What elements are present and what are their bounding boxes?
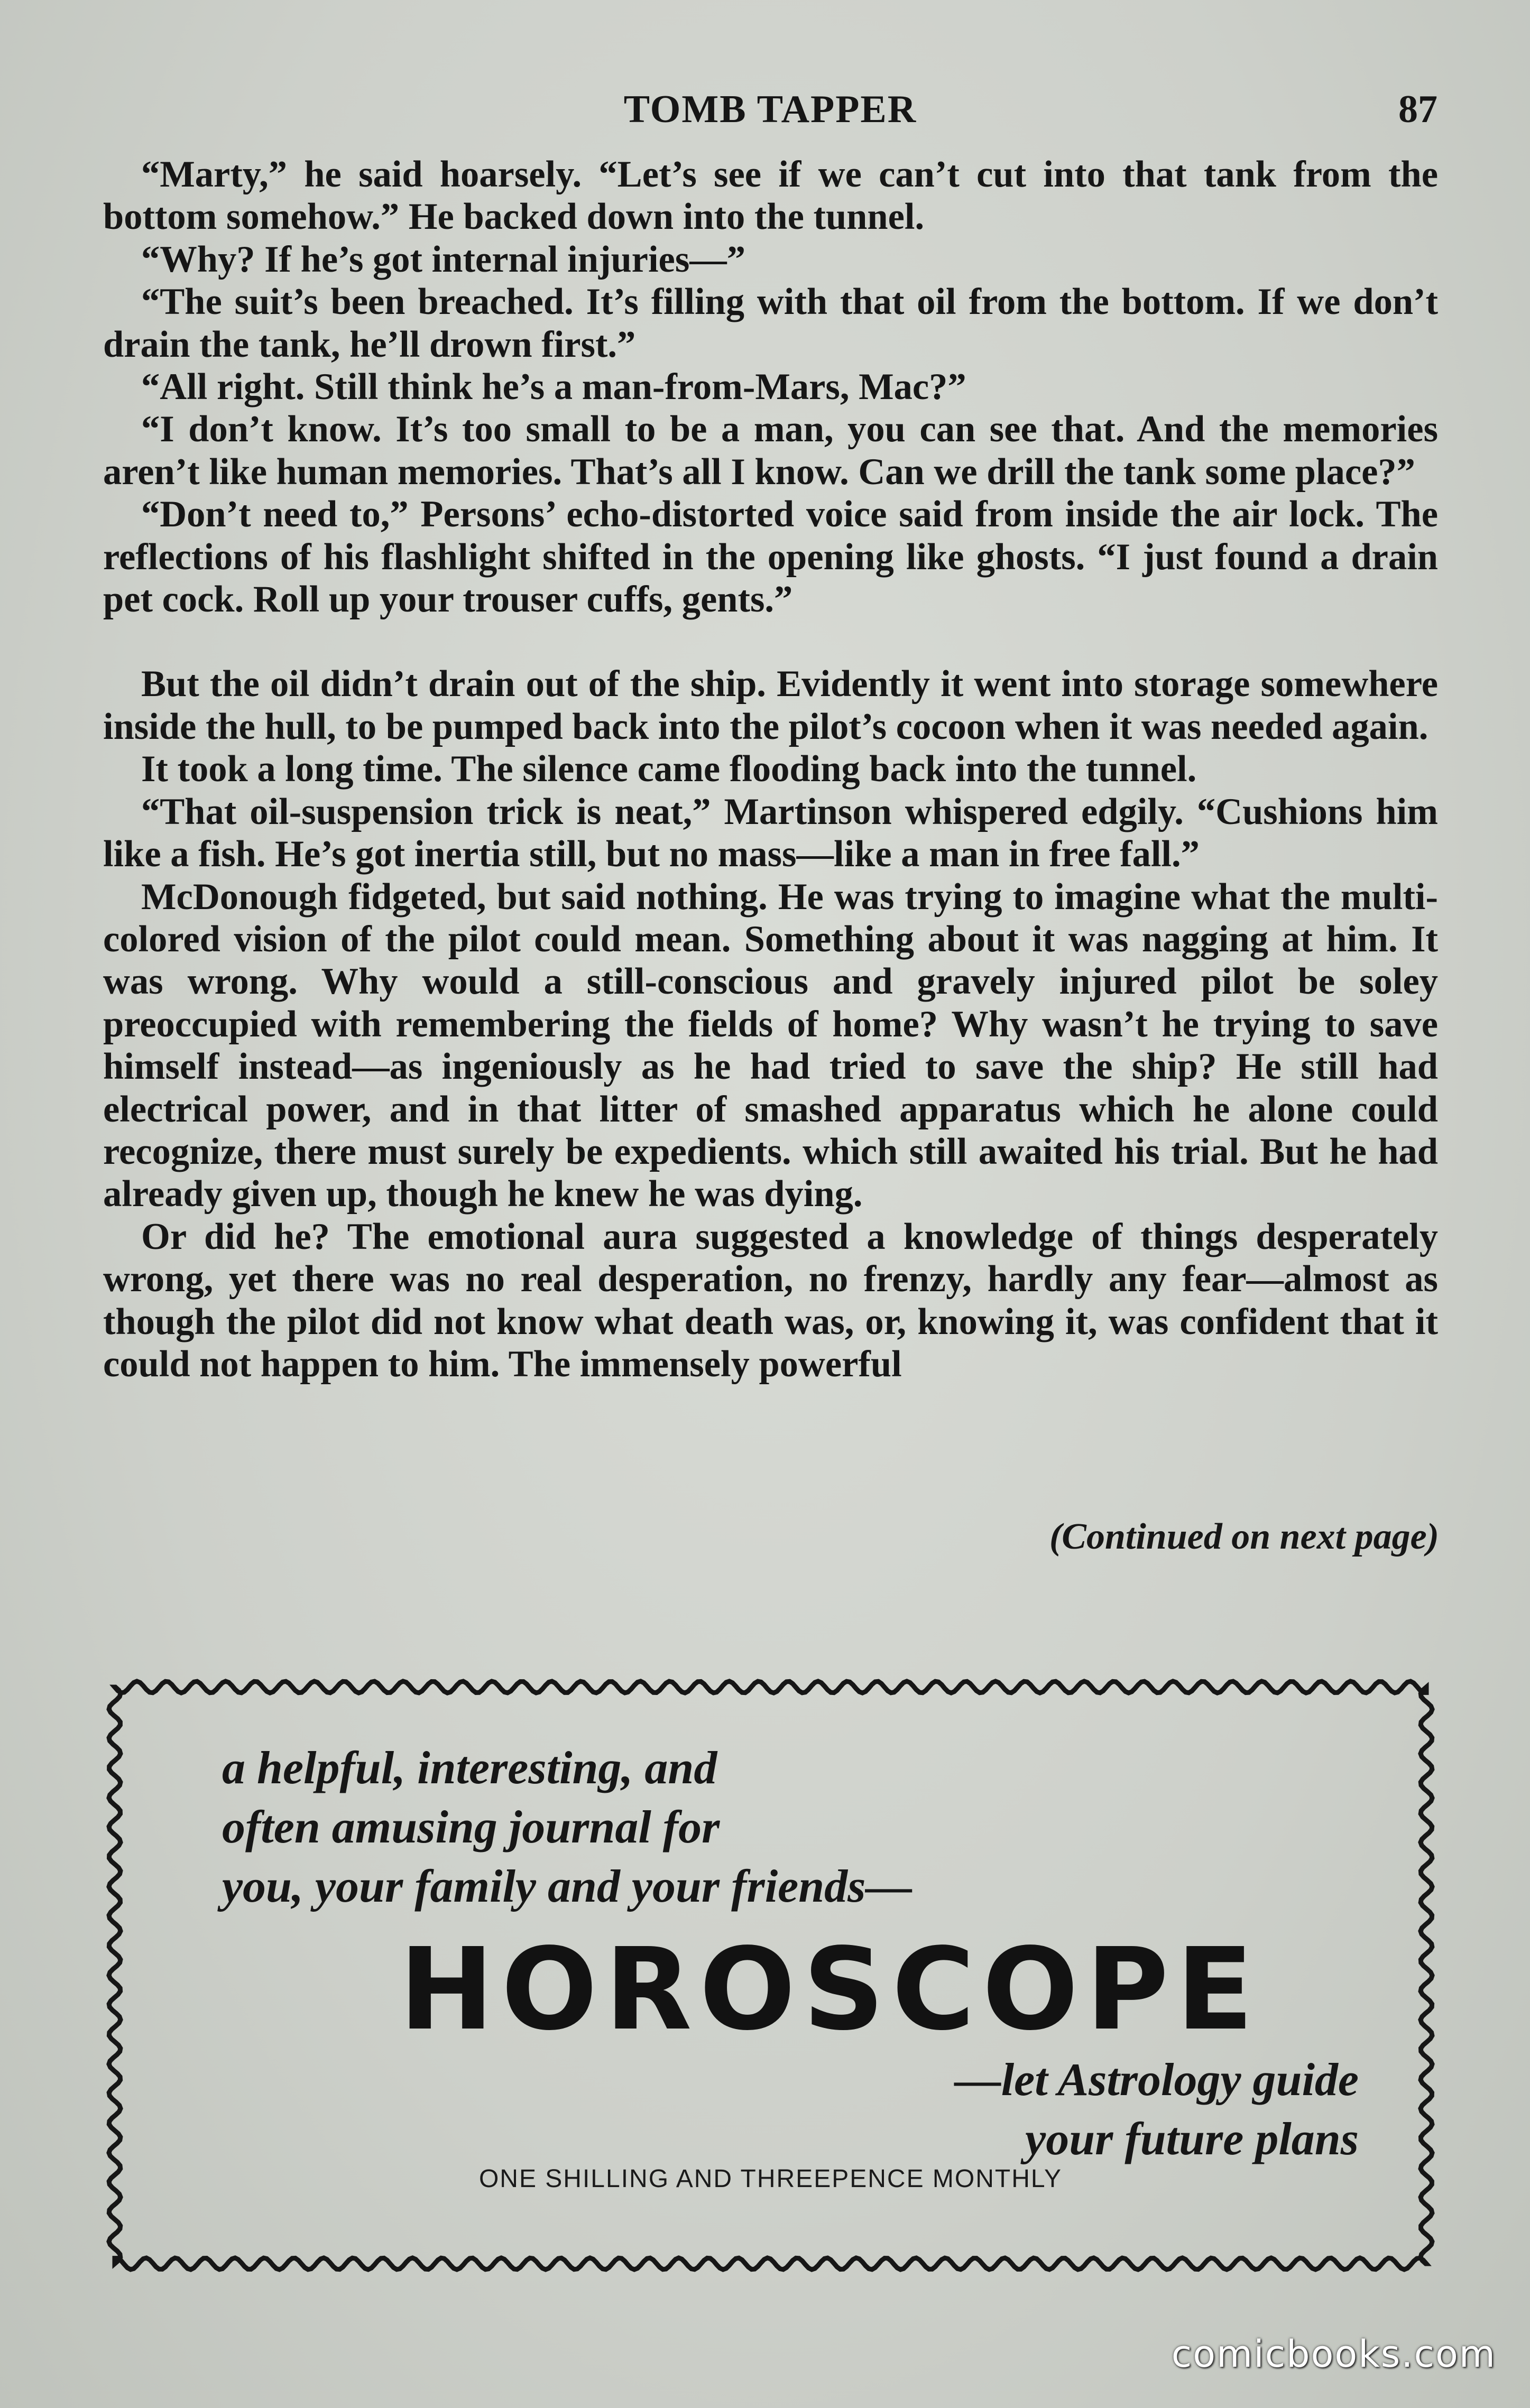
ad-slogan bbox=[955, 2051, 1359, 2169]
story-title: TOMB TAPPER bbox=[623, 88, 917, 131]
paragraph: “All right. Still think he’s a man-from-Mars, Mac?” bbox=[141, 366, 966, 408]
paragraph: But the oil didn’t drain out of the ship. Evidently it went into storage somewhere inside the hull, to be pumped back into the pilot’s cocoon when it was needed again. bbox=[103, 663, 1438, 747]
paragraph: “Marty,” he said hoarsely. “Let’s see if we can’t cut into that tank from the bottom somehow.” He backed down into the tunnel. bbox=[103, 154, 1438, 238]
slogan-line: your future plans bbox=[1025, 2114, 1359, 2165]
paragraph: “The suit’s been breached. It’s filling with that oil from the bottom. If we don’t drain the tank, he’ll drown first.” bbox=[103, 281, 1438, 365]
ad-price: ONE SHILLING AND THREEPENCE MONTHLY bbox=[478, 2165, 1063, 2193]
ad-tagline bbox=[222, 1739, 912, 1916]
horoscope-advertisement bbox=[103, 1675, 1438, 2275]
running-header bbox=[103, 87, 1437, 135]
paragraph: McDonough fidgeted, but said nothing. He was trying to imagine what the multi-colored vision of the pilot could mean. Something about it was nagging at him. It was wrong. Why would a still-conscious and gravely injured pilot be soley preoccupied with remembering the fields of home? Why wasn’t he trying to save himself instead—as ingeniously as he had tried to save the ship? He still had electrical power, and in that litter of smashed apparatus which he alone could recognize, there must surely be expedients. which still awaited his trial. But he had already given up, though he knew he was dying. bbox=[103, 876, 1438, 1215]
continued-note: (Continued on next page) bbox=[1049, 1516, 1439, 1557]
ad-line: often amusing journal for bbox=[222, 1802, 720, 1853]
paragraph: “Don’t need to,” Persons’ echo-distorted voice said from inside the air lock. The reflections of his flashlight shifted in the opening like ghosts. “I just found a drain pet cock. Roll up your trouser cuffs, gents.” bbox=[103, 494, 1438, 620]
page-number: 87 bbox=[1398, 88, 1437, 131]
ad-line: you, your family and your friends— bbox=[222, 1861, 913, 1912]
watermark: comicbooks.com bbox=[1171, 2332, 1496, 2376]
paragraph: Or did he? The emotional aura suggested a knowledge of things desperately wrong, yet there was no real desperation, no frenzy, hardly any fear—almost as though the pilot did not know what death was, or, knowing it, was confident that it could not happen to him. The immensely powerful bbox=[103, 1216, 1438, 1385]
paragraph: It took a long time. The silence came flooding back into the tunnel. bbox=[141, 748, 1197, 790]
paragraph: “That oil-suspension trick is neat,” Martinson whispered edgily. “Cushions him like a fish. He’s got inertia still, but no mass—like a man in free fall.” bbox=[103, 791, 1438, 875]
ad-line: a helpful, interesting, and bbox=[222, 1743, 717, 1794]
paragraph: “I don’t know. It’s too small to be a man, you can see that. And the memories aren’t like human memories. That’s all I know. Can we drill the tank some place?” bbox=[103, 409, 1438, 493]
ad-brand: HOROSCOPE bbox=[399, 1924, 1261, 2055]
story-text bbox=[103, 153, 1438, 1385]
paragraph: “Why? If he’s got internal injuries—” bbox=[141, 238, 746, 280]
slogan-line: —let Astrology guide bbox=[954, 2054, 1359, 2106]
